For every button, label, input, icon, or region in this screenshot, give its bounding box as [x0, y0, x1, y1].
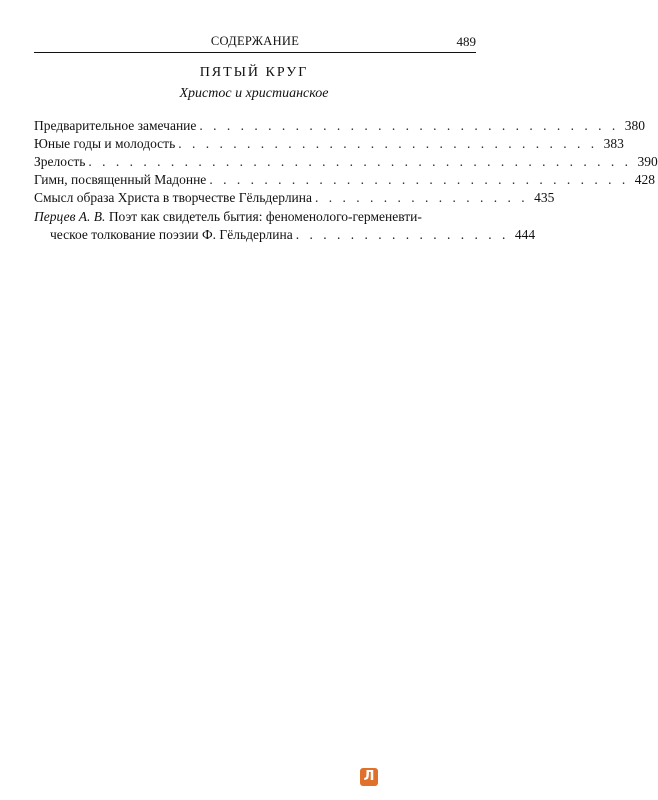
toc-entry[interactable]	[34, 171, 655, 189]
toc-list	[34, 117, 658, 207]
page-number: 489	[456, 34, 476, 49]
toc-entry-page: 428	[634, 172, 655, 187]
section-title: ПЯТЫЙ КРУГ	[199, 65, 309, 80]
dot-leader: . . . . . . . . . . . . . . . . . . . . . . . . . . . . . . .	[209, 172, 629, 187]
appendix-title-part-1: Поэт как свидетель бытия: феноменолого-герменевти-	[105, 209, 422, 224]
section-subtitle: Христос и христианское	[179, 86, 329, 101]
toc-entry-label: Смысл образа Христа в творчестве Гёльдерлина	[34, 189, 315, 207]
running-header	[34, 34, 476, 52]
header-rule	[34, 52, 476, 53]
toc-entry[interactable]	[34, 135, 624, 153]
toc-entry-appendix[interactable]	[34, 208, 536, 244]
appendix-line-1	[34, 208, 474, 226]
publisher-logo-icon: Л	[360, 768, 378, 786]
toc-entry-page: 380	[624, 118, 646, 133]
appendix-line-2	[34, 226, 536, 244]
dot-leader: . . . . . . . . . . . . . . . .	[315, 190, 529, 205]
running-header-title: СОДЕРЖАНИЕ	[210, 34, 300, 48]
toc-entry-label: Юные годы и молодость	[34, 135, 178, 153]
toc-entry[interactable]	[34, 117, 646, 135]
dot-leader: . . . . . . . . . . . . . . . . . . . . . . . . . . . . . . .	[199, 118, 619, 133]
toc-entry[interactable]	[34, 189, 555, 207]
appendix-author: Перцев А. В.	[34, 209, 106, 224]
toc-entry-page: 383	[603, 136, 624, 151]
dot-leader: . . . . . . . . . . . . . . . . . . . . . . . . . . . . . . .	[178, 136, 598, 151]
toc-entry-page: 435	[534, 190, 555, 205]
dot-leader: . . . . . . . . . . . . . . . .	[295, 227, 509, 242]
toc-entry[interactable]	[34, 153, 658, 171]
toc-entry-page: 390	[637, 154, 658, 169]
toc-entry-label: Зрелость	[34, 153, 88, 171]
toc-entry-label: Гимн, посвященный Мадонне	[34, 171, 209, 189]
appendix-title-part-2: ческое толкование поэзии Ф. Гёльдерлина	[50, 227, 293, 242]
toc-entry-label: Предварительное замечание	[34, 117, 199, 135]
appendix-page: 444	[514, 227, 536, 242]
dot-leader: . . . . . . . . . . . . . . . . . . . . . . . . . . . . . . . . . . . . . . . .	[88, 154, 632, 169]
